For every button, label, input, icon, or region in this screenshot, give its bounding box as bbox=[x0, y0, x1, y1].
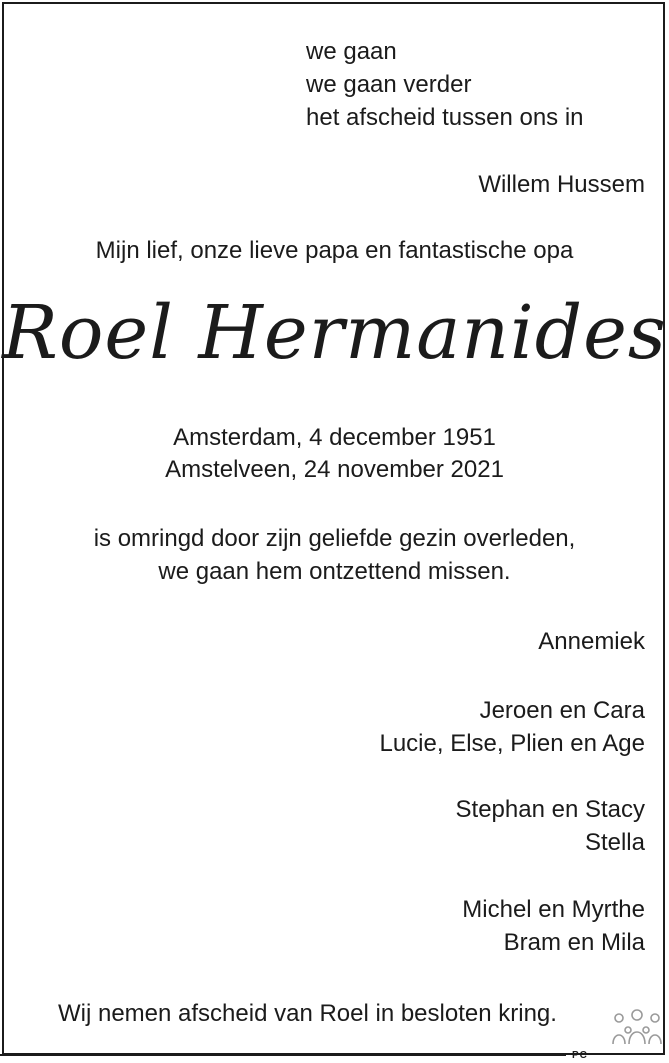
pc-badge: PC bbox=[572, 1050, 588, 1061]
death-line: Amstelveen, 24 november 2021 bbox=[165, 456, 504, 483]
family-member: Lucie, Else, Plien en Age bbox=[379, 730, 645, 757]
deceased-name: Roel Hermanides bbox=[2, 290, 667, 376]
family-member: Bram en Mila bbox=[503, 929, 645, 956]
bottom-rule bbox=[0, 1054, 566, 1056]
family-member: Jeroen en Cara bbox=[479, 697, 645, 724]
poem-line: het afscheid tussen ons in bbox=[306, 104, 584, 131]
message-line: is omringd door zijn geliefde gezin overleden, bbox=[93, 525, 576, 552]
intro-text: Mijn lief, onze lieve papa en fantastische opa bbox=[95, 237, 574, 264]
poem-line: we gaan verder bbox=[306, 71, 472, 98]
poem-author: Willem Hussem bbox=[478, 171, 645, 198]
family-member: Michel en Myrthe bbox=[462, 896, 645, 923]
message-line: we gaan hem ontzettend missen. bbox=[158, 558, 511, 585]
birth-line: Amsterdam, 4 december 1951 bbox=[173, 424, 496, 451]
family-member: Annemiek bbox=[538, 628, 645, 655]
family-member: Stella bbox=[584, 829, 645, 856]
poem-line: we gaan bbox=[306, 38, 397, 65]
people-group-icon bbox=[610, 1006, 664, 1046]
poem bbox=[306, 35, 584, 134]
family-member: Stephan en Stacy bbox=[455, 796, 645, 823]
footer-text: Wij nemen afscheid van Roel in besloten kring. bbox=[58, 1000, 557, 1027]
